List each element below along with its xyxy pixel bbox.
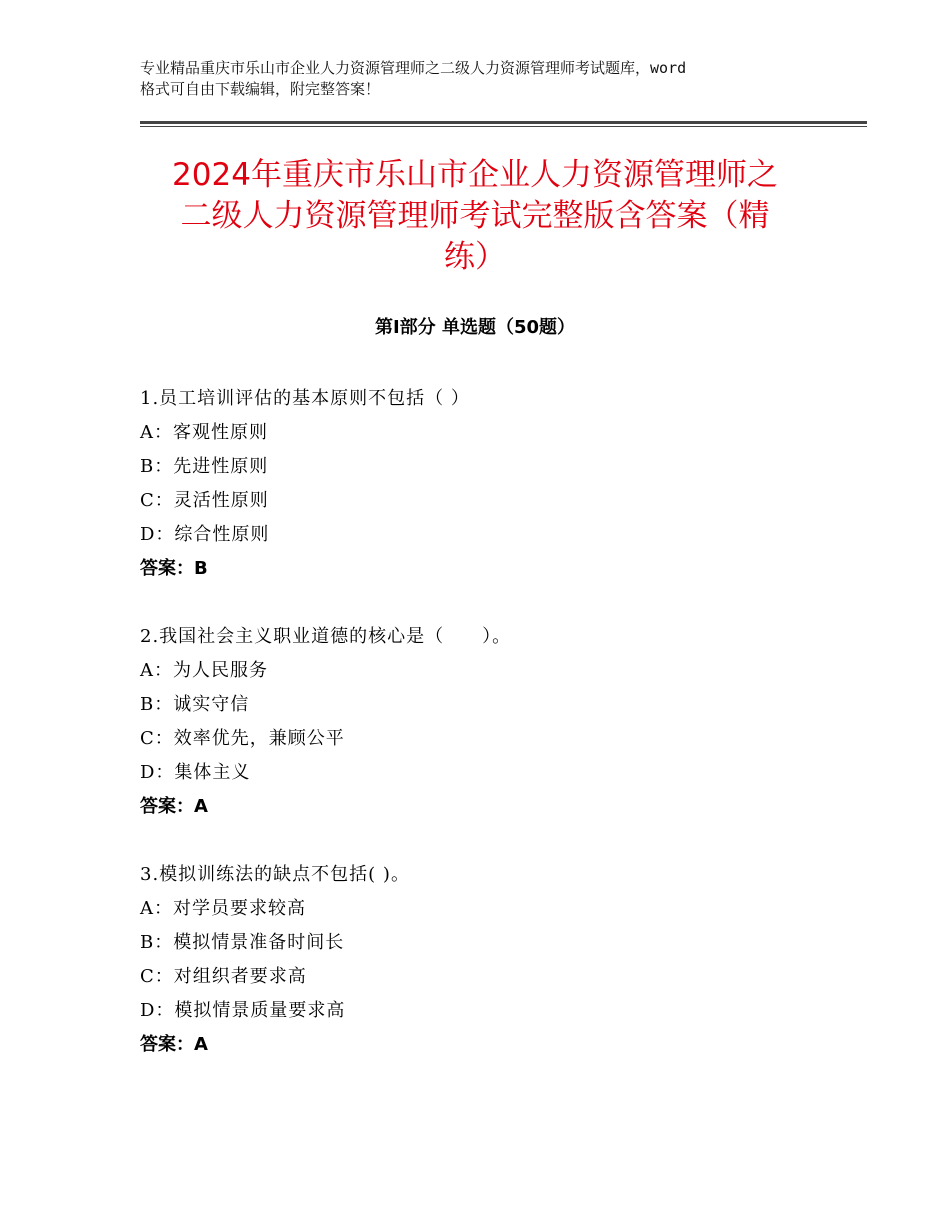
header-divider-thick	[140, 121, 867, 124]
option-b: B：诚实守信	[140, 694, 250, 715]
question-item	[140, 382, 860, 586]
document-title-line-2: 二级人力资源管理师考试完整版含答案（精	[180, 198, 770, 234]
question-stem: 3.模拟训练法的缺点不包括( )。	[140, 864, 410, 885]
option-d: D：模拟情景质量要求高	[140, 1000, 346, 1021]
question-stem: 2.我国社会主义职业道德的核心是（ ）。	[140, 626, 512, 647]
option-b: B：模拟情景准备时间长	[140, 932, 345, 953]
question-item	[140, 858, 860, 1062]
section-title: 第Ⅰ部分 单选题（50题）	[374, 317, 575, 338]
document-title-line-3: 练）	[444, 239, 506, 275]
question-stem: 1.员工培训评估的基本原则不包括（ ）	[140, 388, 470, 409]
question-item	[140, 620, 860, 824]
option-a: A：为人民服务	[140, 660, 268, 681]
option-d: D：综合性原则	[140, 524, 270, 545]
document-title	[130, 155, 820, 278]
header-note	[140, 58, 840, 100]
header-divider-thin	[140, 126, 867, 127]
question-list	[140, 382, 860, 1096]
option-d: D：集体主义	[140, 762, 251, 783]
option-b: B：先进性原则	[140, 456, 269, 477]
option-c: C：效率优先，兼顾公平	[140, 728, 345, 749]
header-note-line-2: 格式可自由下载编辑，附完整答案！	[140, 80, 381, 98]
document-title-line-1: 2024年重庆市乐山市企业人力资源管理师之	[172, 157, 778, 193]
header-note-line-1: 专业精品重庆市乐山市企业人力资源管理师之二级人力资源管理师考试题库，word	[140, 59, 687, 77]
answer: 答案：A	[140, 796, 208, 817]
option-c: C：对组织者要求高	[140, 966, 307, 987]
option-a: A：客观性原则	[140, 422, 268, 443]
answer: 答案：B	[140, 558, 208, 579]
option-a: A：对学员要求较高	[140, 898, 306, 919]
option-c: C：灵活性原则	[140, 490, 269, 511]
answer: 答案：A	[140, 1034, 208, 1055]
